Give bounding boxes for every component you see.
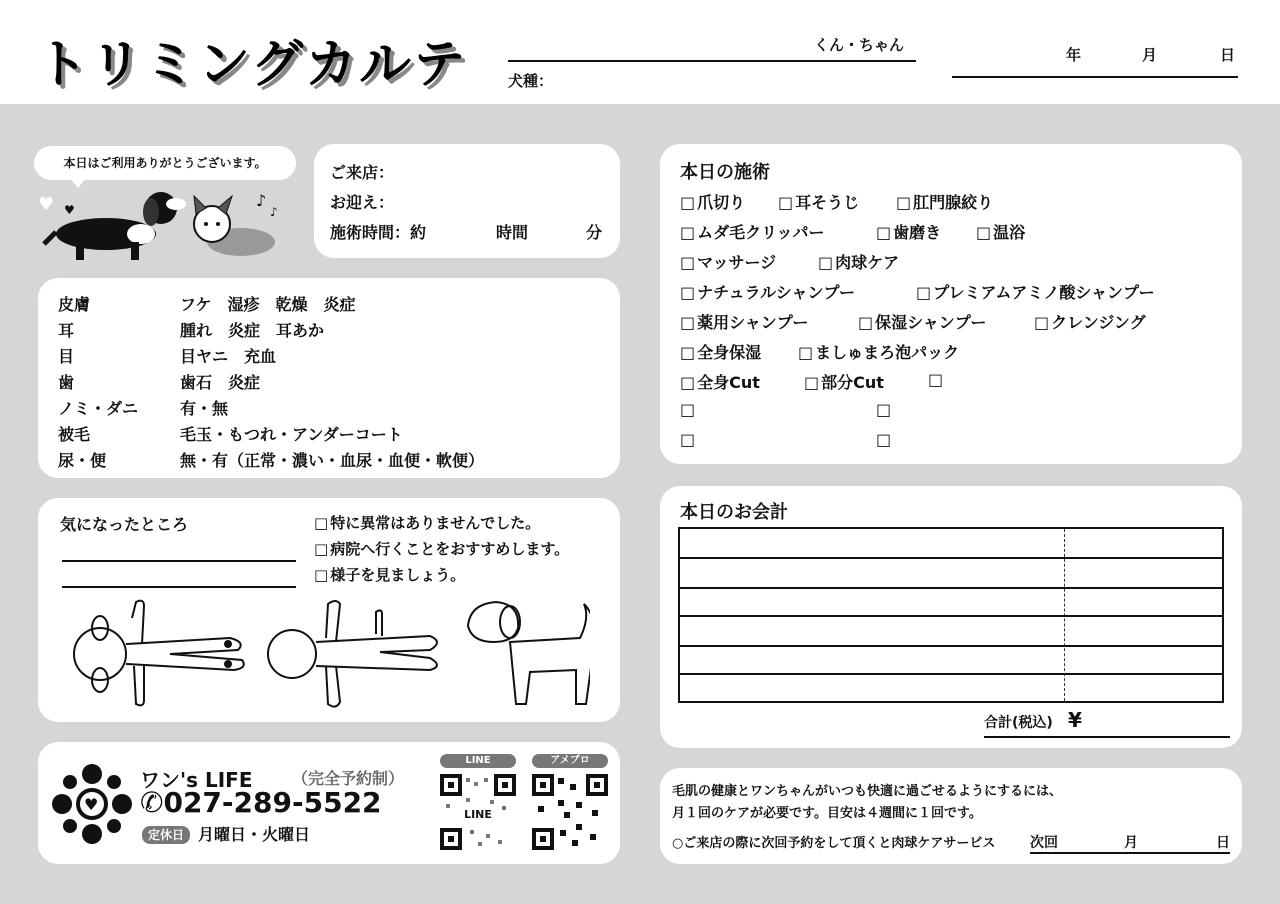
- closed-days: 月曜日・火曜日: [198, 825, 311, 844]
- services-title: 本日の施術: [680, 162, 770, 183]
- dog-body-diagram: [70, 598, 590, 714]
- service-option-blank[interactable]: [876, 430, 893, 449]
- health-value-eye: 目ヤニ 充血: [180, 347, 277, 366]
- shop-panel: [38, 742, 620, 864]
- concerns-line[interactable]: [62, 586, 296, 588]
- breed-label: 犬種：: [508, 72, 554, 90]
- concern-option[interactable]: □ 様子を見ましょう。: [314, 564, 465, 585]
- reservation-note: （完全予約制）: [292, 769, 405, 788]
- health-label-flea: ノミ・ダニ: [58, 399, 139, 418]
- concern-option[interactable]: □ 特に異常はありませんでした。: [314, 512, 540, 533]
- health-value-skin: フケ 湿疹 乾燥 炎症: [180, 295, 356, 314]
- total-field[interactable]: [984, 736, 1230, 738]
- bill-row[interactable]: [680, 645, 1222, 647]
- service-option[interactable]: □ クレンジング: [1034, 310, 1146, 333]
- dog-side-view-icon: [468, 602, 590, 704]
- next-day-label: 日: [1216, 835, 1230, 851]
- health-label-coat: 被毛: [58, 425, 91, 444]
- music-note-icon: ♪: [270, 205, 278, 219]
- service-option[interactable]: □ ナチュラルシャンプー: [680, 280, 855, 303]
- next-date-field[interactable]: [1030, 852, 1230, 854]
- service-option[interactable]: □ マッサージ: [680, 250, 776, 273]
- health-label-ear: 耳: [58, 321, 75, 340]
- dog-front-view-icon: [74, 601, 244, 706]
- dog-back-view-icon: [268, 601, 437, 707]
- heart-icon: ♥: [38, 194, 55, 215]
- bill-row[interactable]: [680, 615, 1222, 617]
- service-option[interactable]: □ 部分Cut: [804, 370, 884, 393]
- bill-title: 本日のお会計: [680, 502, 788, 523]
- service-option[interactable]: □ 温浴: [976, 220, 1025, 243]
- music-note-icon: ♪: [256, 191, 267, 210]
- note-line-1: 毛肌の健康とワンちゃんがいつも快適に過ごせるようにするには、: [672, 784, 1063, 799]
- health-value-flea: 有・無: [180, 399, 229, 418]
- bill-table: [678, 527, 1224, 703]
- dog-name-field[interactable]: [508, 60, 916, 62]
- health-label-eye: 目: [58, 347, 75, 366]
- service-option[interactable]: □ 薬用シャンプー: [680, 310, 808, 333]
- pickup-label: お迎え：: [330, 193, 395, 212]
- phone-number[interactable]: [140, 786, 382, 819]
- health-value-ear: 腫れ 炎症 耳あか: [180, 321, 325, 340]
- service-option-blank[interactable]: [680, 430, 697, 449]
- date-day-label: 日: [1220, 46, 1236, 64]
- page-title: トリミングカルテ: [36, 35, 467, 95]
- health-label-teeth: 歯: [58, 373, 75, 392]
- service-option[interactable]: □ 保湿シャンプー: [858, 310, 986, 333]
- service-option[interactable]: □ 耳そうじ: [778, 190, 859, 213]
- service-option[interactable]: □ 全身保湿: [680, 340, 761, 363]
- service-option-blank[interactable]: [928, 370, 945, 389]
- currency-symbol: ¥: [1068, 708, 1082, 732]
- service-option[interactable]: □ 全身Cut: [680, 370, 760, 393]
- note-panel: [660, 768, 1242, 864]
- health-value-coat: 毛玉・もつれ・アンダーコート: [180, 425, 403, 444]
- date-year-label: 年: [1066, 46, 1082, 64]
- service-option-blank[interactable]: [680, 400, 697, 419]
- services-panel: [660, 144, 1242, 464]
- service-option[interactable]: □ 肛門腺絞り: [896, 190, 993, 213]
- service-option[interactable]: □ ましゅまろ泡パック: [798, 340, 959, 363]
- note-line-2: 月１回のケアが必要です。目安は４週間に１回です。: [672, 806, 982, 821]
- bill-row[interactable]: [680, 557, 1222, 559]
- concerns-panel: [38, 498, 620, 722]
- bill-row[interactable]: [680, 587, 1222, 589]
- phone-icon: ✆: [140, 786, 164, 819]
- closed-badge: 定休日: [142, 826, 190, 844]
- concern-option[interactable]: □ 病院へ行くことをおすすめします。: [314, 538, 569, 559]
- phone-text: 027-289-5522: [163, 786, 382, 819]
- honorific-label: くん・ちゃん: [814, 36, 905, 54]
- concerns-line[interactable]: [62, 560, 296, 562]
- date-month-label: 月: [1142, 46, 1158, 64]
- service-option[interactable]: □ ムダ毛クリッパー: [680, 220, 825, 243]
- qr-line-text: LINE: [464, 808, 492, 821]
- heart-icon: ♥: [84, 795, 99, 814]
- bill-row[interactable]: [680, 673, 1222, 675]
- greeting-bubble: 本日はご利用ありがとうございます。: [34, 146, 296, 180]
- dogs-illustration: [36, 184, 296, 270]
- hours-label: 時間: [496, 223, 529, 242]
- ameblo-qr-code[interactable]: [532, 774, 608, 850]
- date-field[interactable]: [952, 76, 1238, 78]
- service-option-blank[interactable]: [876, 400, 893, 419]
- concerns-title: 気になったところ: [60, 515, 189, 534]
- health-value-urine: 無・有（正常・濃い・血尿・血便・軟便）: [180, 451, 485, 470]
- service-option[interactable]: □ 歯磨き: [876, 220, 941, 243]
- health-label-skin: 皮膚: [58, 295, 91, 314]
- ameblo-label: アメブロ: [532, 754, 608, 768]
- next-label: 次回: [1030, 835, 1058, 851]
- health-label-urine: 尿・便: [58, 451, 107, 470]
- line-qr-code[interactable]: [440, 774, 516, 850]
- line-label: LINE: [440, 754, 516, 768]
- header: [0, 0, 1280, 104]
- visit-panel: [314, 144, 620, 258]
- arrival-label: ご来店：: [330, 163, 395, 182]
- duration-label: 施術時間：約: [330, 223, 427, 242]
- service-option[interactable]: □ 爪切り: [680, 190, 745, 213]
- next-month-label: 月: [1124, 835, 1138, 851]
- total-label: 合計(税込): [984, 715, 1053, 731]
- note-line-3: ○ご来店の際に次回予約をして頂くと肉球ケアサービス: [672, 836, 996, 851]
- shop-name: ワン's LIFE: [140, 768, 253, 792]
- shop-logo: [50, 762, 134, 846]
- heart-icon: ♥: [64, 203, 75, 217]
- service-option[interactable]: □ 肉球ケア: [818, 250, 899, 273]
- service-option[interactable]: □ プレミアムアミノ酸シャンプー: [916, 280, 1155, 303]
- minutes-label: 分: [586, 223, 603, 242]
- health-value-teeth: 歯石 炎症: [180, 373, 261, 392]
